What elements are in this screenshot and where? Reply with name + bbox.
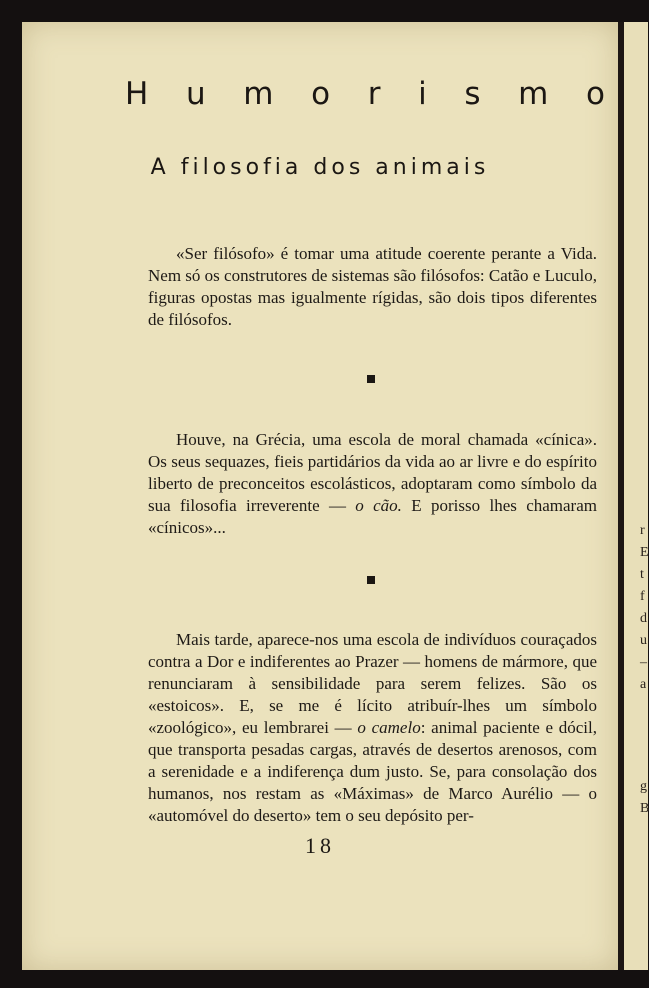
facing-page-letter: t <box>640 567 644 582</box>
facing-page <box>624 22 648 970</box>
paragraph-text-part: Houve, na Grécia, uma escola de moral chamada «cínica». Os seus sequazes, fieis partidários da vida ao ar livre e do espírito liberto de preconceitos escolásticos, adoptaram como símbolo da sua filosofia irreverente — <box>148 430 597 515</box>
paragraph-text-part: E porisso lhes chamaram «cínicos»... <box>148 496 597 537</box>
header-letter: m <box>243 76 274 112</box>
paragraph-text-part: : animal paciente e dócil, que transporta pesadas cargas, através de desertos arenosos, com a serenidade e a indiferença dum justo. Se, para consolação dos humanos, nos restam as «Máximas» de Marco Aurélio — o «automóvel do deserto» tem o seu depósito per- <box>148 718 598 825</box>
facing-page-letter: – <box>640 655 647 670</box>
section-divider-square <box>367 375 375 383</box>
header-letter: H <box>125 76 149 112</box>
section-divider-square <box>367 576 375 584</box>
chapter-title: A filosofia dos animais <box>150 155 490 180</box>
paragraph-text: «Ser filósofo» é tomar uma atitude coerente perante a Vida. Nem só os construtores de sistemas são filósofos: Catão e Luculo, figuras opostas mas igualmente rígidas, são dois tipos diferentes de filósofos. <box>148 244 598 329</box>
header-letter: u <box>185 76 206 112</box>
paragraph-1 <box>148 243 597 331</box>
paragraph-2 <box>148 429 597 539</box>
header-letter: r <box>367 76 381 112</box>
facing-page-letter: d <box>640 611 647 626</box>
header-letter: o <box>311 76 331 112</box>
header-letter: o <box>586 76 605 112</box>
paragraph-text-part: Mais tarde, aparece-nos uma escola de indivíduos couraçados contra a Dor e indiferentes ao Prazer — homens de mármore, que renunciaram à sensibilidade para serem felizes. São os «estoicos». E, se me é lícito atribuír-lhes um símbolo «zoológico», eu lembrarei — <box>148 630 597 737</box>
facing-page-letter: g <box>640 779 647 794</box>
facing-page-letter: E <box>640 545 649 560</box>
paragraph-text <box>148 629 597 827</box>
facing-page-letter: B <box>640 801 649 816</box>
paragraph-emphasis: o cão. <box>355 496 402 515</box>
running-header <box>125 76 605 112</box>
header-letter: m <box>518 76 549 112</box>
header-letter: i <box>418 76 427 112</box>
paragraph-3 <box>148 629 597 827</box>
paragraph-text <box>148 429 597 539</box>
page-number: 18 <box>305 833 335 858</box>
facing-page-letter: u <box>640 633 647 648</box>
paragraph-emphasis: o camelo <box>357 718 421 737</box>
facing-page-letter: a <box>640 677 647 692</box>
facing-page-letter: f <box>640 589 645 604</box>
header-letter: s <box>464 76 481 112</box>
facing-page-letter: r <box>640 523 645 538</box>
